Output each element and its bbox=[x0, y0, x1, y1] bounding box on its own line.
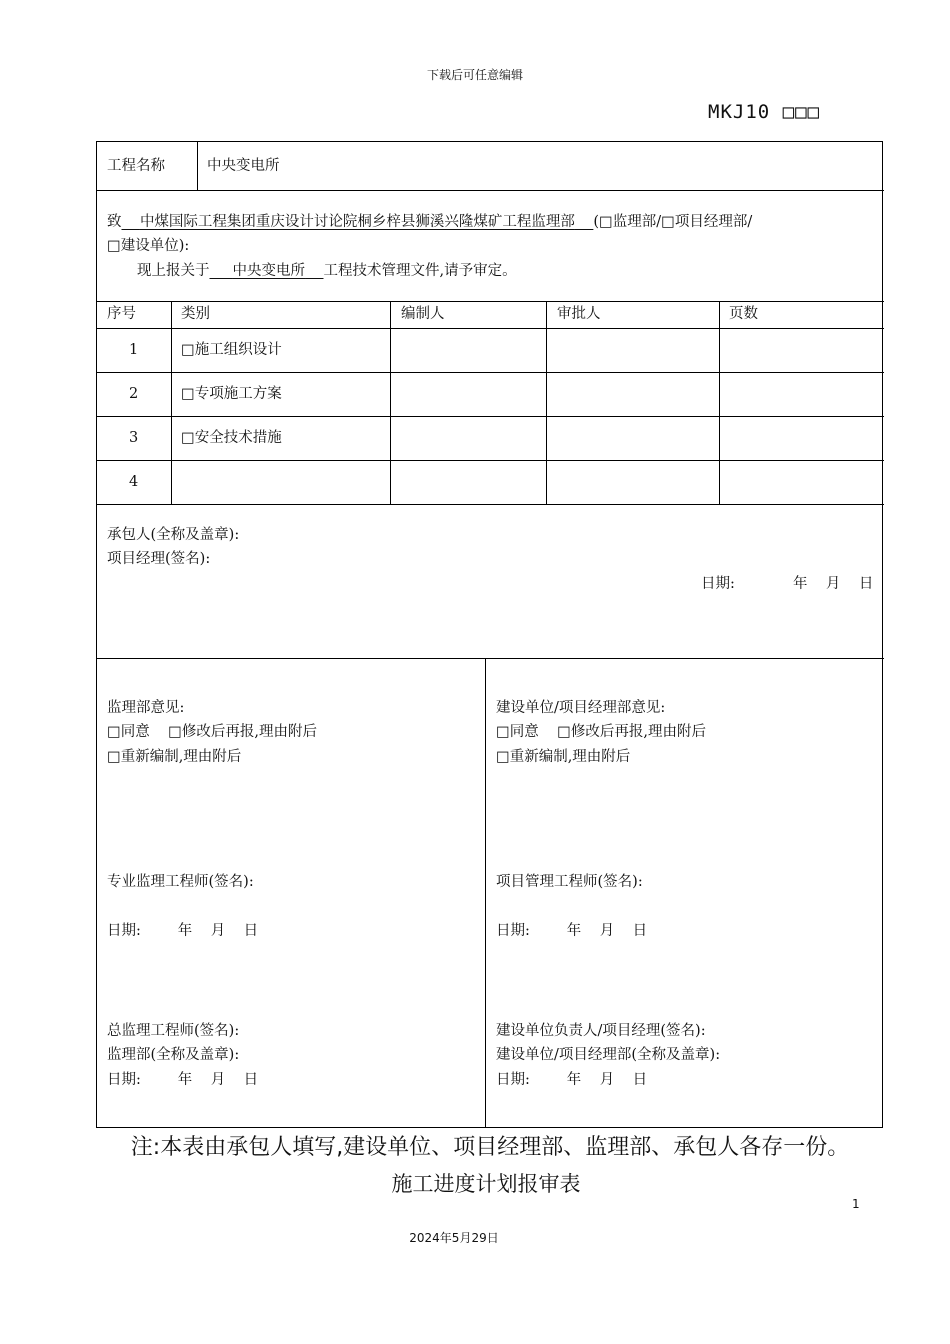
chief-engineer: 总监理工程师(签名): bbox=[107, 1023, 240, 1039]
row-divider bbox=[97, 301, 884, 302]
contractor-date-label: 日期: bbox=[701, 576, 735, 592]
project-label: 工程名称 bbox=[107, 158, 165, 174]
col-divider bbox=[197, 142, 198, 190]
form-code: MKJ10 □□□ bbox=[708, 101, 820, 123]
recipient-options: (□监理部/□项目经理部/ bbox=[593, 214, 753, 230]
supervision-title: 监理部意见: bbox=[107, 700, 185, 716]
row-divider bbox=[97, 328, 884, 329]
th-approver: 审批人 bbox=[557, 306, 601, 322]
row-divider bbox=[97, 504, 884, 505]
row-category[interactable]: □施工组织设计 bbox=[181, 342, 282, 358]
th-pages: 页数 bbox=[729, 306, 758, 322]
owner-unit: 建设单位/项目经理部(全称及盖章): bbox=[496, 1047, 721, 1063]
owner-engineer: 项目管理工程师(签名): bbox=[496, 874, 643, 890]
row-category[interactable]: □安全技术措施 bbox=[181, 430, 282, 446]
owner-date-2: 日期: 年 月 日 bbox=[496, 1072, 648, 1088]
row-divider bbox=[97, 658, 884, 659]
supervision-engineer: 专业监理工程师(签名): bbox=[107, 874, 254, 890]
address-prefix: 致 bbox=[107, 214, 122, 230]
footnote: 注:本表由承包人填写,建设单位、项目经理部、监理部、承包人各存一份。 bbox=[130, 1135, 850, 1160]
col-divider bbox=[171, 301, 172, 504]
owner-title: 建设单位/项目经理部意见: bbox=[496, 700, 666, 716]
address-line bbox=[107, 212, 752, 232]
th-category: 类别 bbox=[181, 306, 210, 322]
report-subject: 中央变电所 bbox=[232, 263, 306, 279]
owner-options[interactable]: □同意 □修改后再报,理由附后 bbox=[496, 724, 706, 740]
contractor-date: 年 月 日 bbox=[793, 576, 874, 592]
row-divider bbox=[97, 190, 884, 191]
next-form-title: 施工进度计划报审表 bbox=[391, 1172, 581, 1196]
supervision-options[interactable]: □同意 □修改后再报,理由附后 bbox=[107, 724, 317, 740]
col-divider bbox=[485, 658, 486, 1128]
project-name: 中央变电所 bbox=[207, 158, 280, 174]
col-divider bbox=[546, 301, 547, 504]
row-no: 2 bbox=[129, 386, 139, 402]
contractor-label: 承包人(全称及盖章): bbox=[107, 527, 240, 543]
row-category[interactable]: □专项施工方案 bbox=[181, 386, 282, 402]
supervision-dept: 监理部(全称及盖章): bbox=[107, 1047, 240, 1063]
row-no: 4 bbox=[129, 474, 139, 490]
form-frame bbox=[96, 141, 883, 1128]
th-no: 序号 bbox=[107, 306, 136, 322]
owner-date: 日期: 年 月 日 bbox=[496, 923, 648, 939]
supervision-date-2: 日期: 年 月 日 bbox=[107, 1072, 259, 1088]
header-note: 下载后可任意编辑 bbox=[426, 68, 523, 82]
supervision-option-redo[interactable]: □重新编制,理由附后 bbox=[107, 749, 242, 765]
manager-label: 项目经理(签名): bbox=[107, 551, 211, 567]
recipient-options-2: □建设单位): bbox=[107, 238, 190, 254]
row-no: 3 bbox=[129, 430, 139, 446]
supervision-date: 日期: 年 月 日 bbox=[107, 923, 259, 939]
col-divider bbox=[719, 301, 720, 504]
page-number: 1 bbox=[852, 1197, 860, 1211]
row-divider bbox=[97, 416, 884, 417]
report-line: 现上报关于 中央变电所 工程技术管理文件,请予审定。 bbox=[137, 263, 517, 279]
recipient-name: 中煤国际工程集团重庆设计讨论院桐乡梓县狮溪兴隆煤矿工程监理部 bbox=[139, 214, 575, 230]
document-date: 2024年5月29日 bbox=[409, 1231, 499, 1245]
owner-head: 建设单位负责人/项目经理(签名): bbox=[496, 1023, 706, 1039]
row-no: 1 bbox=[129, 342, 139, 358]
th-author: 编制人 bbox=[401, 306, 445, 322]
row-divider bbox=[97, 460, 884, 461]
owner-option-redo[interactable]: □重新编制,理由附后 bbox=[496, 749, 631, 765]
row-divider bbox=[97, 372, 884, 373]
col-divider bbox=[390, 301, 391, 504]
